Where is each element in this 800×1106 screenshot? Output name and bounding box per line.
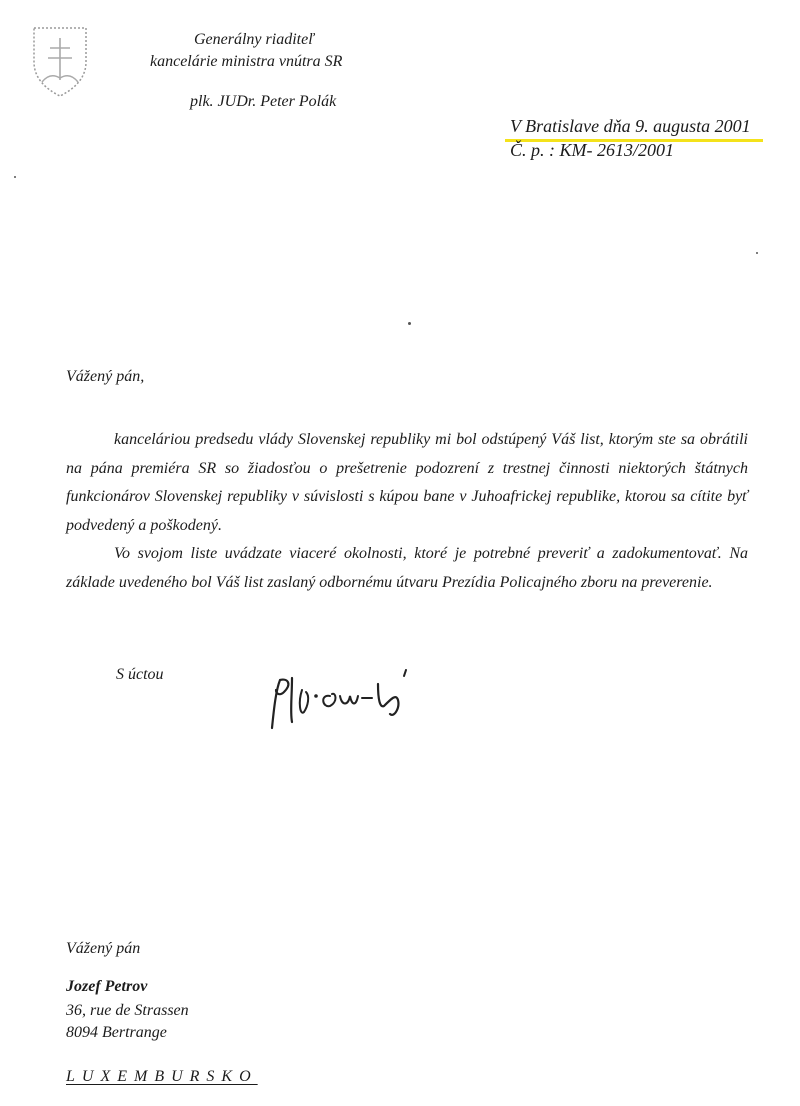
sender-title: Generálny riaditeľ xyxy=(194,31,315,48)
body-paragraph-1: kanceláriou predsedu vlády Slovenskej republiky mi bol odstúpený Váš list, ktorým ste sa obrátili na pána premiéra SR so žiadosťou o prešetrenie podozrení z trestnej činnosti niektorých štátnych funkcionárov Slovenskej republiky v súvislosti s kúpou bane v Juhoafrickej republike, ktorou sa cítite byť podvedený a poškodený. xyxy=(66,431,748,534)
sender-office: kancelárie ministra vnútra SR xyxy=(150,53,343,70)
recipient-country: LUXEMBURSKO xyxy=(66,1068,258,1085)
state-coat-of-arms-icon xyxy=(28,22,92,100)
letter-salutation: Vážený pán, xyxy=(66,368,145,385)
recipient-salutation: Vážený pán xyxy=(66,940,141,957)
reference-number: Č. p. : KM- 2613/2001 xyxy=(510,140,674,160)
recipient-name: Jozef Petrov xyxy=(66,978,148,995)
letter-body xyxy=(66,426,748,597)
scan-speck xyxy=(756,252,758,254)
recipient-city: 8094 Bertrange xyxy=(66,1024,167,1041)
handwritten-signature xyxy=(258,650,458,750)
recipient-street: 36, rue de Strassen xyxy=(66,1002,189,1019)
body-paragraph-2: Vo svojom liste uvádzate viaceré okolnosti, ktoré je potrebné preveriť a zadokumentovať. Na základe uvedeného bol Váš list zaslaný odbornému útvaru Prezídia Policajného zboru na preverenie. xyxy=(66,545,748,591)
letter-closing: S úctou xyxy=(116,666,164,683)
letter-date: V Bratislave dňa 9. augusta 2001 xyxy=(510,116,751,136)
scan-speck xyxy=(14,176,16,178)
sender-name: plk. JUDr. Peter Polák xyxy=(190,93,337,110)
scan-speck xyxy=(408,322,411,325)
